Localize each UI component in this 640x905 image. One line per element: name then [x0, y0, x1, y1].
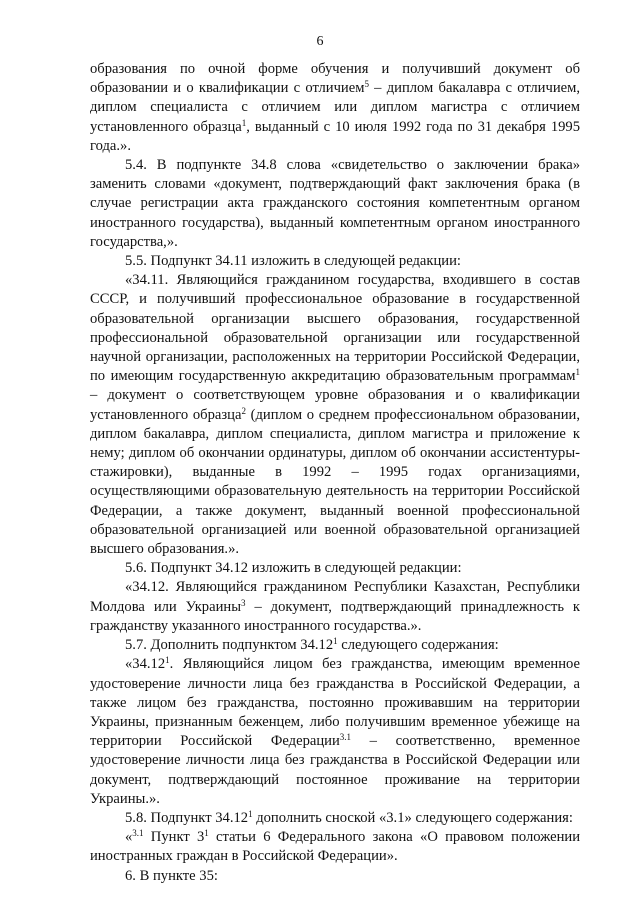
paragraph-continuation: образования по очной форме обучения и получивший документ об образовании и о квалификации с отличием$^5$ – диплом бакалавра с отличием, диплом специалиста с отличием или диплом магистра с отличием установленного образца$^1$, выданный с 10 июля 1992 года по 31 декабря 1995 года.». — [90, 61, 581, 154]
paragraph-5-7: 5.7. Дополнить подпунктом 34.12$^1$ следующего содержания: — [125, 636, 499, 654]
document-body — [90, 60, 580, 886]
paragraph-5-8: 5.8. Подпункт 34.12$^1$ дополнить сноской «3.1» следующего содержания: — [125, 808, 573, 826]
paragraph-5-6: 5.6. Подпункт 34.12 изложить в следующей редакции: — [125, 560, 462, 577]
paragraph-34-12: «34.12. Являющийся гражданином Республики Казахстан, Республики Молдова или Украины$^3$ – документ, подтверждающий принадлежность к гражданству указанного иностранного государства.». — [90, 579, 581, 634]
paragraph-34-12-1: «34.12$^1$. Являющийся лицом без гражданства, имеющим временное удостоверение личности лица без гражданства в Российской Федерации, а также лицом без гражданства, постоянно проживавшим на территории Украины, признанным беженцем, либо получившим временное убежище на территории Российской Федерации$^{3.1}$ – соответственно, временное удостоверение личности лица без гражданства в Российской Федерации или документ, подтверждающий постоянное проживание на территории Украины.». — [90, 655, 580, 807]
page-number: 6 — [316, 34, 324, 49]
footnote-3-1: «$^{3.1}$ Пункт $3^1$ статьи 6 Федерального закона «О правовом положении иностранных граждан в Российской Федерации». — [90, 828, 580, 865]
paragraph-34-11: «34.11. Являющийся гражданином государства, входившего в состав СССР, и получивший профессиональное образование в государственной образовательной организации высшего образования, государственной профессиональной образовательной организации или государственной научной организации, расположенных на территории Российской Федерации, по имеющим государственную аккредитацию образовательным программам$^1$ – документ о соответствующем уровне образования и о квалификации установленного образца$^2$ (диплом о среднем профессиональном образовании, диплом бакалавра, диплом специалиста, диплом магистра и приложение к нему; диплом об окончании ординатуры, диплом об окончании ассистентуры-стажировки), выданные в 1992 – 1995 годах организациями, осуществляющими образовательную деятельность на территории Российской Федерации, а также документ, выданный военной профессиональной образовательной организацией или военной образовательной организацией высшего образования.». — [90, 272, 580, 558]
paragraph-6: 6. В пункте 35: — [125, 867, 218, 884]
paragraph-5-5: 5.5. Подпункт 34.11 изложить в следующей редакции: — [125, 253, 461, 270]
paragraph-5-4: 5.4. В подпункте 34.8 слова «свидетельство о заключении брака» заменить словами «документ, подтверждающий факт заключения брака (в случае регистрации акта гражданского состояния компетентным органом иностранного государства), выданный компетентным органом иностранного государства,». — [90, 157, 580, 250]
